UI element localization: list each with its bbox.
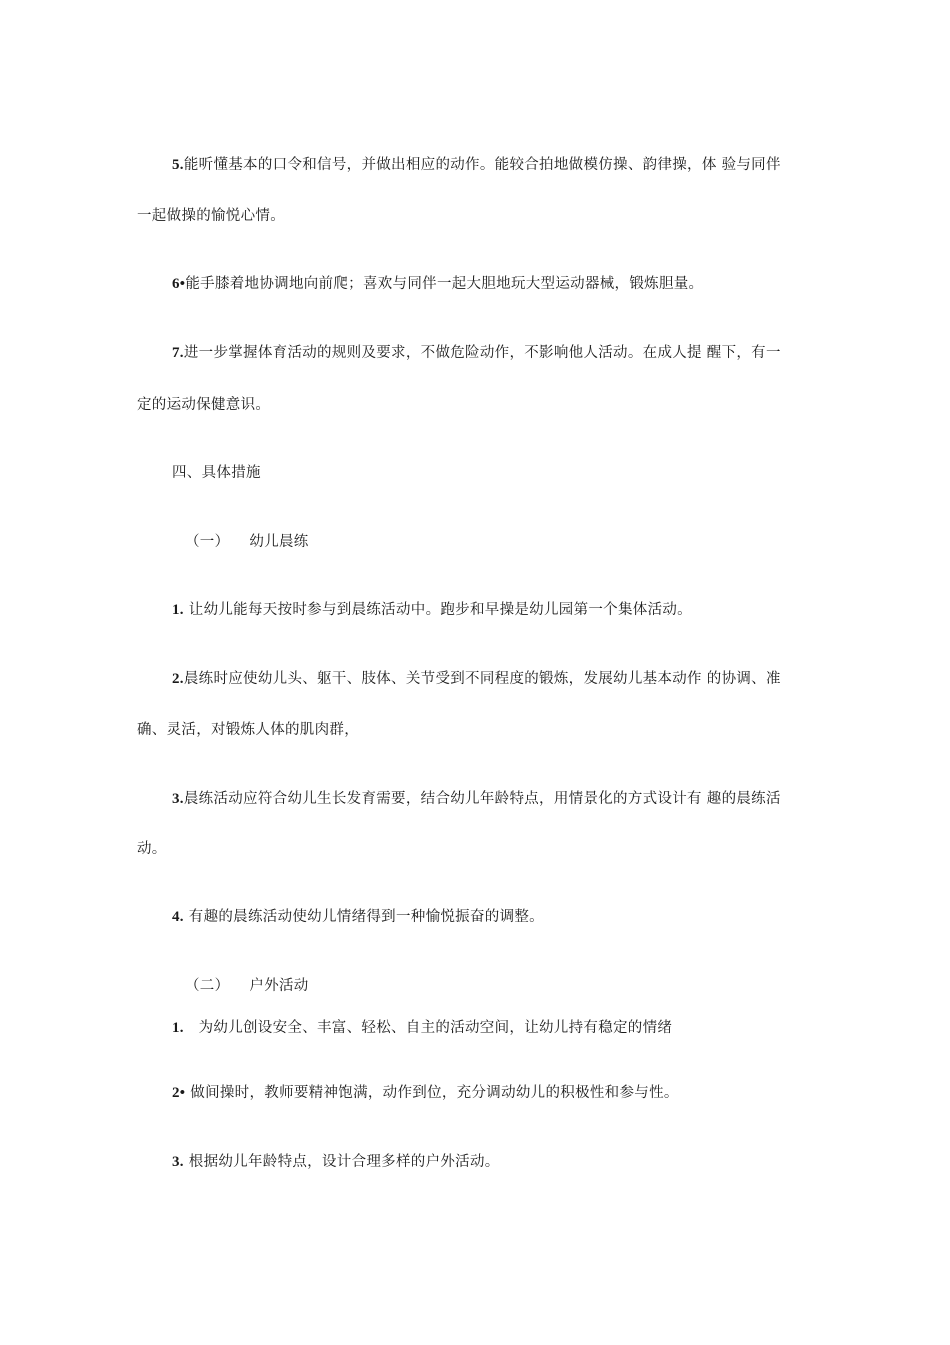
outdoor-item-2 — [172, 1083, 679, 1103]
subsection-title: 户外活动 — [249, 978, 309, 994]
section-heading — [172, 463, 261, 483]
item-text: 进一步掌握体育活动的规则及要求，不做危险动作，不影响他人活动。在成人提 醒下，有一 — [183, 345, 781, 361]
item-number: 3. — [172, 1154, 184, 1170]
morning-item-4 — [172, 907, 544, 927]
item-5-line-2 — [137, 206, 285, 226]
item-text: 晨练活动应符合幼儿生长发育需要，结合幼儿年龄特点，用情景化的方式设计有 趣的晨练活 — [183, 791, 781, 807]
item-text: 动。 — [137, 841, 167, 857]
item-text: 一起做操的愉悦心情。 — [137, 208, 285, 224]
subsection-heading-2 — [185, 976, 309, 996]
morning-item-3-line-1 — [172, 789, 781, 809]
subsection-number: （一） — [185, 534, 230, 550]
item-text: 有趣的晨练活动使幼儿情绪得到一种愉悦振奋的调整。 — [188, 909, 544, 925]
item-text: 根据幼儿年龄特点，设计合理多样的户外活动。 — [188, 1154, 500, 1170]
item-5-line-1 — [172, 155, 781, 175]
item-text: 晨练时应使幼儿头、躯干、肢体、关节受到不同程度的锻炼，发展幼儿基本动作 的协调、准 — [183, 671, 781, 687]
section-title: 四、具体措施 — [172, 465, 261, 481]
item-text: 能手膝着地协调地向前爬；喜欢与同伴一起大胆地玩大型运动器械，锻炼胆量。 — [185, 276, 704, 292]
item-number: 1. — [172, 602, 184, 618]
outdoor-item-3 — [172, 1152, 500, 1172]
item-number: 2. — [172, 671, 184, 687]
item-number: 6• — [172, 276, 186, 292]
item-text: 确、灵活，对锻炼人体的肌肉群， — [137, 722, 359, 738]
outdoor-item-1 — [172, 1018, 672, 1038]
morning-item-3-line-2 — [137, 839, 167, 859]
item-text: 定的运动保健意识。 — [137, 397, 271, 413]
morning-item-2-line-1 — [172, 669, 781, 689]
item-7-line-1 — [172, 343, 781, 363]
item-7-line-2 — [137, 395, 270, 415]
item-number: 7. — [172, 345, 184, 361]
item-text: 做间操时，教师要精神饱满，动作到位，充分调动幼儿的积极性和参与性。 — [190, 1085, 679, 1101]
subsection-title: 幼儿晨练 — [249, 534, 309, 550]
item-number: 4. — [172, 909, 184, 925]
item-text: 能听懂基本的口令和信号，并做出相应的动作。能较合拍地做模仿操、韵律操，体 验与同伴 — [183, 157, 781, 173]
morning-item-1 — [172, 600, 692, 620]
item-text: 让幼儿能每天按时参与到晨练活动中。跑步和早操是幼儿园第一个集体活动。 — [188, 602, 692, 618]
item-text: 为幼儿创设安全、丰富、轻松、自主的活动空间，让幼儿持有稳定的情绪 — [198, 1020, 673, 1036]
item-number: 2• — [172, 1085, 186, 1101]
subsection-heading-1 — [185, 532, 309, 552]
subsection-number: （二） — [185, 978, 230, 994]
morning-item-2-line-2 — [137, 720, 359, 740]
item-number: 1. — [172, 1020, 184, 1036]
item-number: 3. — [172, 791, 184, 807]
item-number: 5. — [172, 157, 184, 173]
item-6 — [172, 274, 703, 294]
